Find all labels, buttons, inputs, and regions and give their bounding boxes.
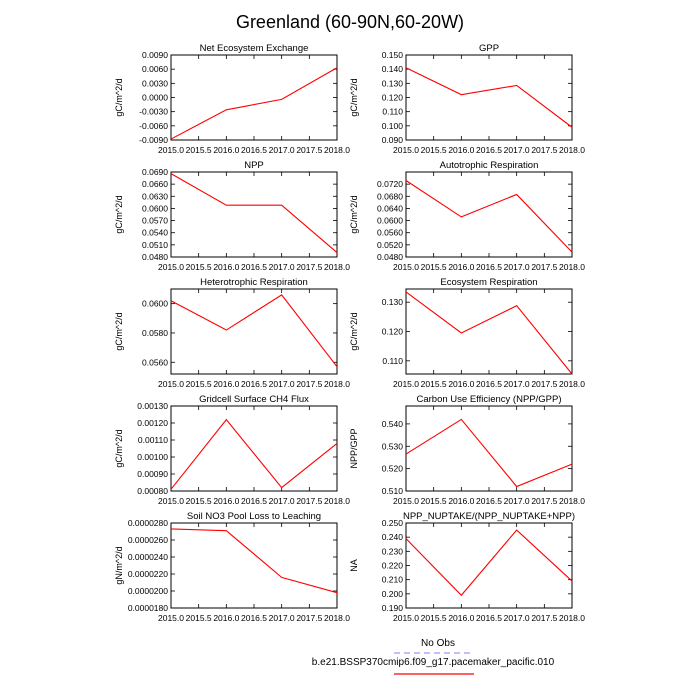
y-tick-label: 0.540	[381, 418, 403, 429]
panel-title: Carbon Use Efficiency (NPP/GPP)	[416, 394, 562, 405]
y-tick-label: 0.0560	[142, 357, 168, 368]
x-tick-label: 2015.5	[420, 145, 447, 155]
y-tick-label: 0.240	[381, 532, 403, 543]
series-line	[406, 292, 572, 374]
y-tick-label: 0.0720	[377, 179, 403, 190]
x-tick-label: 2016.0	[213, 262, 240, 272]
y-tick-label: 0.210	[381, 574, 403, 585]
panel-title: NPP	[244, 160, 264, 171]
y-tick-label: 0.0000260	[127, 535, 168, 545]
y-tick-label: 0.0030	[142, 78, 168, 89]
y-tick-label: 0.00100	[137, 452, 168, 462]
y-tick-label: 0.0480	[142, 252, 168, 262]
series-line	[171, 68, 337, 139]
y-tick-label: 0.0560	[377, 227, 403, 238]
x-tick-label: 2015.5	[420, 496, 447, 506]
y-tick-label: 0.0000200	[127, 586, 168, 596]
panel-title: Ecosystem Respiration	[440, 277, 538, 288]
y-tick-label: 0.00110	[137, 435, 168, 445]
x-tick-label: 2017.5	[531, 262, 558, 272]
y-tick-label: 0.00080	[137, 486, 168, 496]
x-tick-label: 2016.0	[213, 145, 240, 155]
x-tick-label: 2016.5	[241, 379, 267, 389]
panel-3	[114, 160, 350, 272]
x-tick-label: 2015.5	[185, 379, 212, 389]
panels	[114, 43, 585, 623]
y-tick-label: 0.0570	[142, 215, 168, 226]
y-tick-label: 0.00090	[137, 469, 168, 479]
plot-frame	[406, 406, 572, 491]
y-axis-label: gC/m^2/d	[114, 312, 124, 351]
x-tick-label: 2018.0	[324, 379, 350, 389]
y-tick-label: 0.0680	[377, 191, 403, 202]
panel-10	[349, 511, 585, 623]
series-line	[406, 181, 572, 253]
panel-4	[349, 160, 585, 272]
y-axis-label: gC/m^2/d	[349, 312, 359, 351]
x-tick-label: 2015.5	[185, 613, 212, 623]
y-axis-label: gC/m^2/d	[349, 195, 359, 234]
x-tick-label: 2015.0	[393, 613, 419, 623]
x-tick-label: 2016.5	[476, 145, 502, 155]
x-tick-label: 2015.0	[393, 145, 419, 155]
plot-frame	[406, 523, 572, 608]
y-tick-label: 0.110	[382, 106, 403, 117]
plot-frame	[406, 289, 572, 374]
x-tick-label: 2016.0	[448, 613, 475, 623]
y-tick-label: 0.090	[381, 135, 403, 145]
y-tick-label: 0.0060	[142, 64, 168, 75]
legend-model-label: b.e21.BSSP370cmip6.f09_g17.pacemaker_pacific.010	[311, 657, 555, 668]
legend-obs-label: No Obs	[421, 638, 455, 649]
y-tick-label: 0.0600	[142, 203, 168, 214]
x-tick-label: 2018.0	[559, 379, 585, 389]
y-tick-label: 0.0580	[142, 327, 168, 338]
figure-title: Greenland (60-90N,60-20W)	[235, 12, 465, 32]
x-tick-label: 2017.5	[531, 496, 558, 506]
y-tick-label: 0.0000280	[127, 518, 168, 528]
x-tick-label: 2015.0	[158, 379, 184, 389]
panel-title: NPP_NUPTAKE/(NPP_NUPTAKE+NPP)	[402, 511, 576, 522]
y-tick-label: 0.00120	[137, 418, 168, 428]
panel-9	[114, 511, 350, 623]
y-tick-label: 0.0510	[142, 239, 168, 250]
y-tick-label: 0.0540	[142, 227, 168, 238]
y-tick-label: 0.510	[381, 486, 403, 496]
y-tick-label: 0.0640	[377, 203, 403, 214]
y-axis-label: gN/m^2/d	[114, 546, 124, 585]
y-tick-label: 0.120	[381, 326, 403, 337]
y-tick-label: 0.0690	[142, 167, 168, 177]
x-tick-label: 2016.0	[213, 379, 240, 389]
y-tick-label: 0.0090	[142, 50, 168, 60]
y-tick-label: 0.140	[381, 64, 403, 75]
x-tick-label: 2015.5	[420, 613, 447, 623]
x-tick-label: 2016.0	[448, 496, 475, 506]
x-tick-label: 2016.5	[476, 496, 502, 506]
x-tick-label: 2015.5	[185, 145, 212, 155]
y-tick-label: -0.0060	[139, 120, 168, 131]
x-tick-label: 2017.5	[296, 145, 323, 155]
x-tick-label: 2015.0	[393, 496, 419, 506]
y-tick-label: 0.0480	[377, 252, 403, 262]
x-tick-label: 2015.0	[393, 262, 419, 272]
y-tick-label: 0.0600	[142, 298, 168, 309]
x-tick-label: 2018.0	[559, 262, 585, 272]
panel-7	[114, 394, 350, 506]
y-tick-label: 0.530	[381, 441, 403, 452]
plot-frame	[171, 172, 337, 257]
y-tick-label: 0.220	[381, 560, 403, 571]
y-tick-label: 0.00130	[137, 401, 168, 411]
x-tick-label: 2016.0	[448, 145, 475, 155]
plot-frame	[406, 172, 572, 257]
x-tick-label: 2015.0	[158, 613, 184, 623]
y-axis-label: NA	[349, 559, 359, 572]
y-tick-label: -0.0090	[139, 135, 168, 145]
series-line	[171, 295, 337, 367]
x-tick-label: 2015.5	[185, 262, 212, 272]
x-tick-label: 2015.5	[185, 496, 212, 506]
x-tick-label: 2017.5	[531, 613, 558, 623]
x-tick-label: 2017.0	[268, 496, 295, 506]
y-tick-label: 0.200	[381, 588, 403, 599]
x-tick-label: 2018.0	[324, 262, 350, 272]
x-tick-label: 2015.5	[420, 262, 447, 272]
plot-frame	[171, 523, 337, 608]
x-tick-label: 2017.0	[503, 262, 530, 272]
x-tick-label: 2017.5	[531, 145, 558, 155]
y-tick-label: 0.0520	[377, 239, 403, 250]
plot-frame	[406, 55, 572, 140]
x-tick-label: 2018.0	[559, 496, 585, 506]
x-tick-label: 2018.0	[324, 496, 350, 506]
series-line	[171, 529, 337, 593]
y-tick-label: 0.0000	[142, 92, 168, 103]
x-tick-label: 2015.0	[158, 145, 184, 155]
x-tick-label: 2016.0	[448, 379, 475, 389]
x-tick-label: 2017.0	[268, 613, 295, 623]
x-tick-label: 2015.0	[393, 379, 419, 389]
x-tick-label: 2017.5	[296, 379, 323, 389]
y-tick-label: 0.230	[381, 546, 403, 557]
x-tick-label: 2016.5	[241, 145, 267, 155]
plot-frame	[171, 289, 337, 374]
x-tick-label: 2018.0	[324, 145, 350, 155]
series-line	[171, 420, 337, 490]
x-tick-label: 2018.0	[324, 613, 350, 623]
plot-frame	[171, 406, 337, 491]
x-tick-label: 2015.5	[420, 379, 447, 389]
x-tick-label: 2017.5	[296, 496, 323, 506]
x-tick-label: 2016.5	[476, 262, 502, 272]
y-tick-label: 0.520	[381, 463, 403, 474]
panel-title: Net Ecosystem Exchange	[199, 43, 309, 54]
panel-title: Gridcell Surface CH4 Flux	[199, 394, 309, 405]
y-axis-label: NPP/GPP	[349, 428, 359, 469]
x-tick-label: 2016.5	[241, 262, 267, 272]
x-tick-label: 2017.0	[268, 379, 295, 389]
panel-title: Autotrophic Respiration	[439, 160, 539, 171]
panel-2	[349, 43, 585, 155]
series-line	[406, 419, 572, 486]
x-tick-label: 2016.5	[476, 379, 502, 389]
x-tick-label: 2016.5	[476, 613, 502, 623]
y-tick-label: 0.0000180	[127, 603, 168, 613]
x-tick-label: 2017.5	[531, 379, 558, 389]
y-tick-label: 0.0630	[142, 191, 168, 202]
x-tick-label: 2018.0	[559, 613, 585, 623]
x-tick-label: 2017.0	[503, 145, 530, 155]
x-tick-label: 2017.0	[268, 262, 295, 272]
y-tick-label: 0.110	[382, 355, 403, 366]
y-tick-label: 0.0600	[377, 215, 403, 226]
y-tick-label: 0.130	[381, 297, 403, 308]
y-tick-label: 0.0000240	[127, 552, 168, 562]
x-tick-label: 2016.0	[448, 262, 475, 272]
panel-5	[114, 277, 350, 389]
x-tick-label: 2017.5	[296, 613, 323, 623]
x-tick-label: 2015.0	[158, 496, 184, 506]
panel-6	[349, 277, 585, 389]
panel-title: GPP	[478, 43, 500, 54]
x-tick-label: 2017.0	[268, 145, 295, 155]
y-tick-label: -0.0030	[139, 106, 168, 117]
x-tick-label: 2015.0	[158, 262, 184, 272]
y-tick-label: 0.130	[381, 78, 403, 89]
plot-frame	[171, 55, 337, 140]
panel-1	[114, 43, 350, 155]
x-tick-label: 2016.5	[241, 496, 267, 506]
x-tick-label: 2016.0	[213, 496, 240, 506]
x-tick-label: 2017.5	[296, 262, 323, 272]
y-tick-label: 0.190	[381, 603, 403, 613]
x-tick-label: 2016.0	[213, 613, 240, 623]
x-tick-label: 2017.0	[503, 379, 530, 389]
x-tick-label: 2018.0	[559, 145, 585, 155]
x-tick-label: 2017.0	[503, 613, 530, 623]
series-line	[406, 68, 572, 128]
y-tick-label: 0.150	[381, 50, 403, 60]
series-line	[406, 530, 572, 595]
y-axis-label: gC/m^2/d	[114, 429, 124, 468]
y-tick-label: 0.0660	[142, 179, 168, 190]
y-axis-label: gC/m^2/d	[349, 78, 359, 117]
x-tick-label: 2016.5	[241, 613, 267, 623]
x-tick-label: 2017.0	[503, 496, 530, 506]
panel-title: Heterotrophic Respiration	[200, 277, 308, 288]
y-axis-label: gC/m^2/d	[114, 78, 124, 117]
series-line	[171, 174, 337, 253]
panel-8	[349, 394, 585, 506]
panel-title: Soil NO3 Pool Loss to Leaching	[186, 511, 322, 522]
y-tick-label: 0.250	[381, 518, 403, 528]
y-tick-label: 0.100	[381, 120, 403, 131]
y-axis-label: gC/m^2/d	[114, 195, 124, 234]
legend	[312, 638, 555, 674]
y-tick-label: 0.120	[381, 92, 403, 103]
y-tick-label: 0.0000220	[127, 569, 168, 579]
